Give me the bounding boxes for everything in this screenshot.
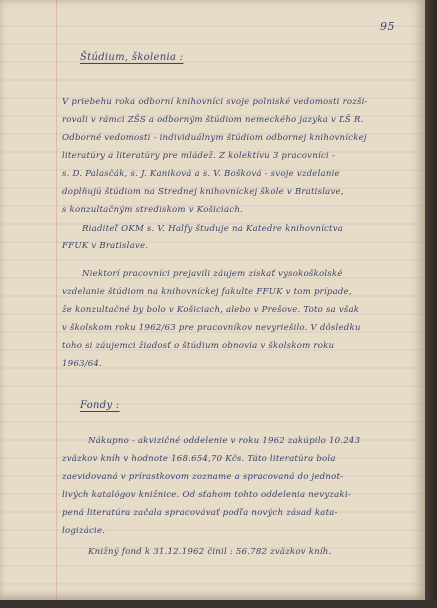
text-line: zaevidovaná v prírastkovom zozname a spracovaná do jednot- [62, 472, 344, 482]
page-number: 95 [380, 20, 395, 33]
text-line: Nákupno - akvizičné oddelenie v roku 1962 zakúpilo 10.243 [88, 436, 361, 446]
text-line: Knižný fond k 31.12.1962 činil : 56.782 zväzkov kníh. [88, 547, 332, 557]
text-line: Niektorí pracovníci prejavili záujem získať vysokoškolské [82, 269, 343, 279]
text-line: V priebehu roka odborní knihovníci svoje polniské vedomosti rozši- [62, 97, 368, 107]
text-line: livých katalógov knižnice. Od sťahom tohto oddelenia nevyzaki- [62, 490, 351, 500]
text-line: že konzultačné by bolo v Košiciach, alebo v Prešove. Toto sa však [62, 305, 360, 315]
text-line: logizácie. [62, 526, 106, 536]
book-edge [425, 0, 437, 608]
text-line: FFUK v Bratislave. [62, 241, 149, 251]
margin-line [56, 0, 57, 600]
text-line: Riaditeľ OKM s. V. Halfy študuje na Katedre knihovníctva [82, 224, 344, 234]
text-line: pená literatúra začala spracovávať podľa nových zásad kata- [62, 508, 338, 518]
text-line: vzdelanie štúdiom na knihovníckej fakulte FFUK v tom prípade, [62, 287, 352, 297]
text-line: zväzkov kníh v hodnote 168.654,70 Kčs. Táto literatúra bola [62, 454, 336, 464]
text-line: Odborné vedomosti - individuálnym štúdiom odbornej knihovníckej [62, 133, 367, 143]
text-line: s. D. Palasčák, s. J. Kaniková a s. V. Bošková - svoje vzdelanie [62, 169, 340, 179]
text-line: literatúry a literatúry pre mládež. Z kolektívu 3 pracovníci - [62, 151, 335, 161]
text-line: doplňujú štúdiom na Strednej knihovníckej škole v Bratislave, [62, 187, 344, 197]
text-line: v školskom roku 1962/63 pre pracovníkov nevyriešilo. V dôsledku [62, 323, 361, 333]
book-bottom-edge [0, 600, 437, 608]
section-heading-fondy: Fondy : [80, 400, 120, 411]
text-line: toho si záujemci žiadosť o štúdium obnovia v školskom roku [62, 341, 335, 351]
text-line: 1963/64. [62, 359, 103, 369]
section-heading-studium: Štúdium, školenia : [80, 52, 184, 63]
text-line: s konzultačným strediskom v Košiciach. [62, 205, 243, 215]
text-line: rovali v rámci ZŠS a odborným štúdiom nemeckého jazyka v ĽŠ R. [62, 115, 364, 125]
